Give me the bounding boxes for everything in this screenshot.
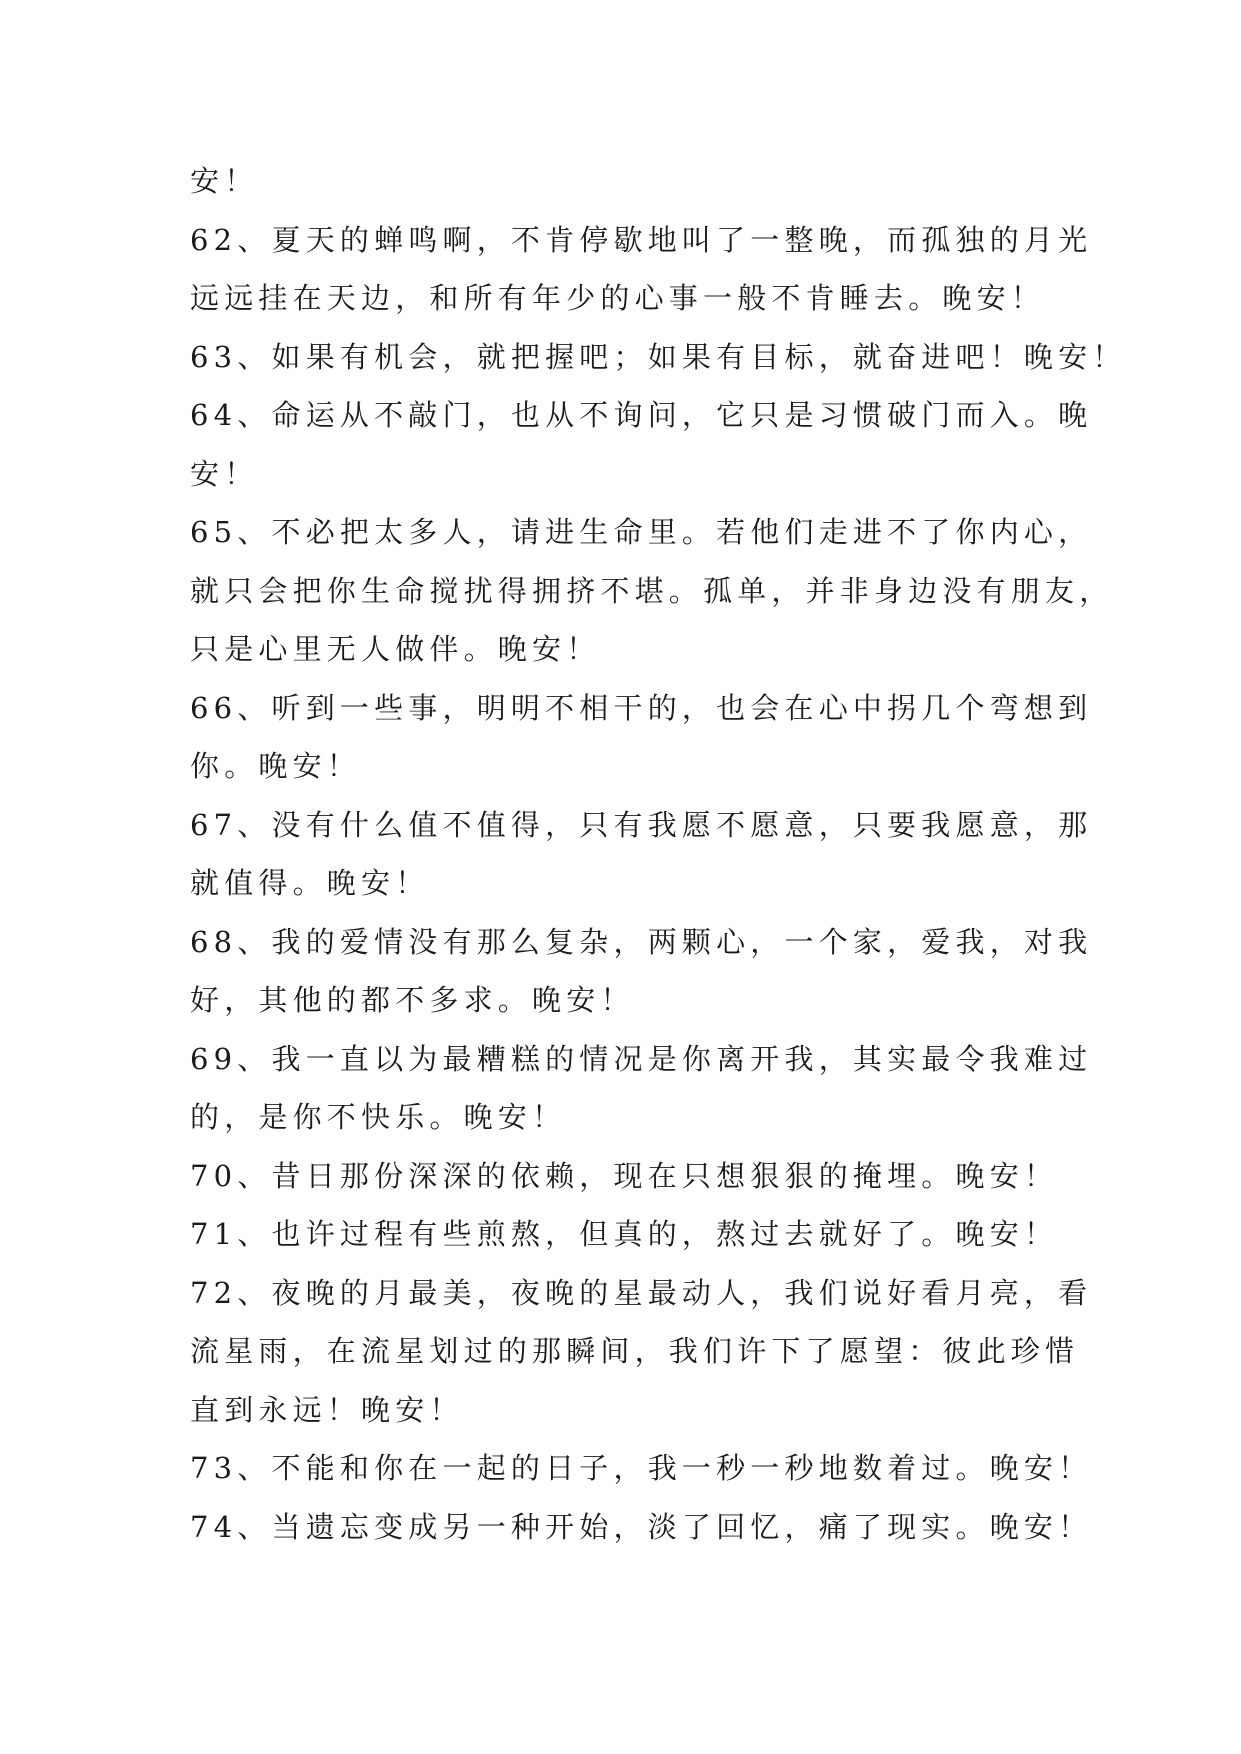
text-line: 远远挂在天边，和所有年少的心事一般不肯睡去。晚安！ <box>190 281 1046 315</box>
text-line: 63、如果有机会，就把握吧；如果有目标，就奋进吧！晚安！ <box>190 339 1127 374</box>
text-line: 73、不能和你在一起的日子，我一秒一秒地数着过。晚安！ <box>190 1451 1093 1485</box>
text-line: 就只会把你生命搅扰得拥挤不堪。孤单，并非身边没有朋友， <box>190 573 1114 608</box>
text-line: 好，其他的都不多求。晚安！ <box>190 983 635 1017</box>
text-line: 68、我的爱情没有那么复杂，两颗心，一个家，爱我，对我 <box>190 924 1093 959</box>
document-body <box>190 152 1127 1556</box>
text-line: 你。晚安！ <box>190 749 362 783</box>
text-line: 的，是你不快乐。晚安！ <box>190 1100 567 1134</box>
text-line: 安！ <box>190 456 259 491</box>
text-line: 62、夏天的蝉鸣啊，不肯停歇地叫了一整晚，而孤独的月光 <box>190 222 1093 257</box>
text-line: 直到永远！晚安！ <box>190 1392 464 1427</box>
text-line: 65、不必把太多人，请进生命里。若他们走进不了你内心， <box>190 515 1093 549</box>
text-line: 72、夜晚的月最美，夜晚的星最动人，我们说好看月亮，看 <box>190 1275 1093 1310</box>
text-line: 安！ <box>190 164 259 198</box>
text-line: 70、昔日那份深深的依赖，现在只想狠狠的掩埋。晚安！ <box>190 1158 1059 1193</box>
text-line: 69、我一直以为最糟糕的情况是你离开我，其实最令我难过 <box>190 1041 1093 1076</box>
text-line: 66、听到一些事，明明不相干的，也会在心中拐几个弯想到 <box>190 690 1093 725</box>
text-line: 就值得。晚安！ <box>190 866 430 900</box>
text-line: 71、也许过程有些煎熬，但真的，熬过去就好了。晚安！ <box>190 1217 1059 1251</box>
text-line: 64、命运从不敲门，也从不询问，它只是习惯破门而入。晚 <box>190 398 1093 432</box>
text-line: 只是心里无人做伴。晚安！ <box>190 632 601 666</box>
text-line: 67、没有什么值不值得，只有我愿不愿意，只要我愿意，那 <box>190 807 1093 842</box>
text-line: 流星雨，在流星划过的那瞬间，我们许下了愿望：彼此珍惜 <box>190 1334 1080 1368</box>
text-line: 74、当遗忘变成另一种开始，淡了回忆，痛了现实。晚安！ <box>190 1509 1093 1544</box>
